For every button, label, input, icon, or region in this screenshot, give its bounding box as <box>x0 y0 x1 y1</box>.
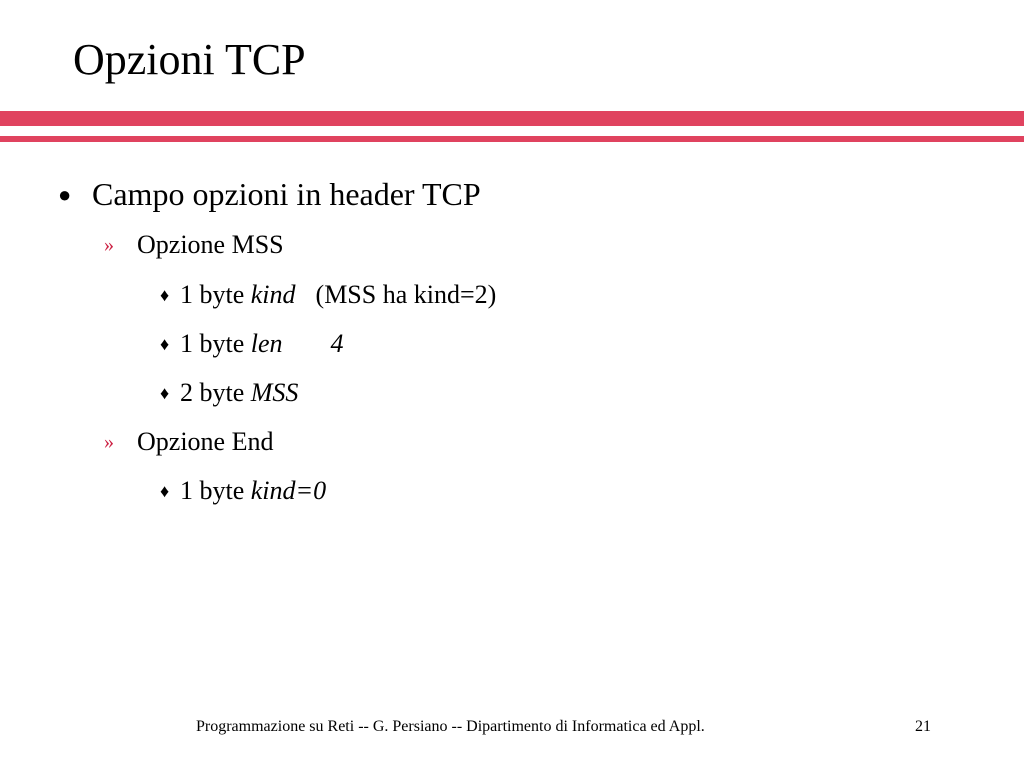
diamond-icon: ♦ <box>160 481 170 501</box>
detail-term: kind=0 <box>250 476 327 505</box>
detail-item-kind-0 <box>160 474 326 508</box>
detail-item-kind <box>160 278 496 312</box>
diamond-icon: ♦ <box>160 334 170 354</box>
sub-bullet-text: Opzione MSS <box>137 230 284 259</box>
filled-circle-icon: ● <box>58 182 72 207</box>
detail-text: 2 byte <box>180 378 251 407</box>
sub-bullet-item-opzione-end <box>104 425 273 459</box>
diamond-icon: ♦ <box>160 285 170 305</box>
page-number: 21 <box>915 718 931 735</box>
detail-text: 1 byte <box>180 329 251 358</box>
slide-title: Opzioni TCP <box>73 35 306 84</box>
detail-value: 4 <box>330 329 344 358</box>
double-chevron-icon: » <box>104 431 114 453</box>
detail-item-mss <box>160 376 298 410</box>
detail-term: len <box>250 329 283 358</box>
detail-note: (MSS ha kind=2) <box>315 280 497 309</box>
bullet-text: Campo opzioni in header TCP <box>92 176 481 212</box>
double-chevron-icon: » <box>104 234 114 256</box>
detail-text: 1 byte <box>180 280 251 309</box>
detail-term: kind <box>250 280 296 309</box>
detail-term: MSS <box>250 378 299 407</box>
sub-bullet-item-opzione-mss <box>104 228 284 262</box>
detail-text: 1 byte <box>180 476 251 505</box>
footer-text: Programmazione su Reti -- G. Persiano -- Dipartimento di Informatica ed Appl. <box>196 718 705 735</box>
sub-bullet-text: Opzione End <box>137 427 274 456</box>
diamond-icon: ♦ <box>160 383 170 403</box>
detail-item-len <box>160 327 344 361</box>
bullet-item-campo-opzioni <box>52 174 481 215</box>
